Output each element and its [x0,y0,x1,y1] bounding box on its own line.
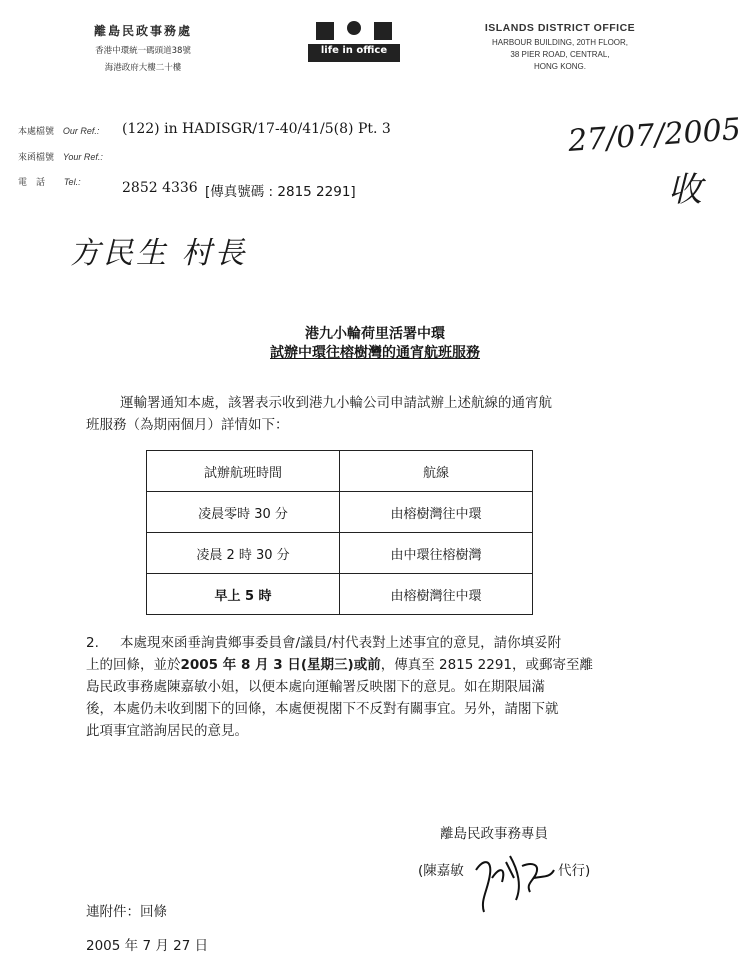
row-2-route: 由中環往榕樹灣 [340,533,533,574]
letterhead-chinese [78,22,208,73]
paragraph-2 [86,632,666,742]
paragraph-2-line-2-b: ，傳真至 2815 2291，或郵寄至離 [380,657,593,673]
signature-name: (陳嘉敏 [418,863,464,879]
paragraph-2-line-5: 此項事宜諮詢居民的意見。 [86,723,248,739]
address-en-2: 38 PIER ROAD, CENTRAL, [510,50,610,59]
row-2-time: 凌晨 2 時 30 分 [147,533,340,574]
handwritten-received: 收 [668,170,702,210]
signature-suffix: 代行) [558,863,591,879]
logo [308,14,400,64]
paragraph-1-line-2: 班服務（為期兩個月）詳情如下： [86,417,289,433]
header-time: 試辦航班時間 [147,451,340,492]
letter-date: 2005 年 7 月 27 日 [86,938,209,954]
enclosure-note: 連附件：回條 [86,904,167,920]
table-row [147,533,533,574]
fax-text: [傳真號碼 : 2815 2291] [205,184,356,200]
title-line-2-text: 試辦中環往榕樹灣的通宵航班服務 [270,345,480,361]
table-row [147,492,533,533]
title-line-1: 港九小輪荷里活署中環 [305,326,445,342]
paragraph-2-line-2-a: 上的回條，並於 [86,657,181,673]
your-ref-label-zh: 來函檔號 [18,153,55,163]
our-ref-label [18,124,99,137]
row-3-route: 由榕樹灣往中環 [340,574,533,615]
office-name-en: ISLANDS DISTRICT OFFICE [484,22,636,34]
signature-office: 離島民政事務專員 [440,826,548,842]
logo-text: life in office [320,45,388,56]
schedule-table [146,450,533,615]
handwritten-addressee: 方民生 村長 [70,236,248,271]
table-row [147,574,533,615]
our-ref-value: (122) in HADISGR/17-40/41/5(8) Pt. 3 [122,121,391,137]
reply-deadline: 2005 年 8 月 3 日(星期三)或前 [180,657,381,673]
row-1-time: 凌晨零時 30 分 [147,492,340,533]
paragraph-2-line-4: 後，本處仍未收到閣下的回條，本處便視閣下不反對有關事宜。另外，請閣下就 [86,701,559,717]
paragraph-2-line-1-text: 本處現來函垂詢貴鄉事委員會/議員/村代表對上述事宜的意見，請你填妥附 [120,635,562,651]
address-zh-2: 海港政府大樓二十樓 [104,63,182,73]
paragraph-2-number: 2. [86,635,99,651]
handwritten-date: 27/07/2005 [566,112,742,159]
our-ref-label-en: Our Ref.: [62,126,100,136]
handwritten-signature [470,848,560,918]
address-en-1: HARBOUR BUILDING, 20TH FLOOR, [491,38,629,47]
address-en-3: HONG KONG. [533,62,586,71]
tel-label-en: Tel.: [63,177,81,187]
tel-label-zh: 電 話 [18,178,46,188]
row-3-time: 早上 5 時 [147,574,340,615]
tel-value: 2852 4336 [122,180,198,196]
table-header-row [147,451,533,492]
paragraph-1-line-1: 運輸署通知本處，該署表示收到港九小輪公司申請試辦上述航線的通宵航 [120,395,552,411]
paragraph-2-line-3: 島民政事務處陳嘉敏小姐，以便本處向運輸署反映閣下的意見。如在期限屆滿 [86,679,545,695]
your-ref-label [18,150,103,163]
office-name-zh: 離島民政事務處 [93,24,192,38]
address-zh-1: 香港中環統一碼頭道38號 [95,46,191,56]
tel-label [18,175,81,188]
paragraph-2-line-2 [86,654,666,676]
paragraph-2-line-1 [86,632,666,654]
row-1-route: 由榕樹灣往中環 [340,492,533,533]
paragraph-1 [86,392,666,436]
title-line-2 [0,342,750,362]
our-ref-label-zh: 本處檔號 [18,127,55,137]
letterhead-english [470,22,650,71]
your-ref-label-en: Your Ref.: [62,152,103,162]
header-route: 航線 [340,451,533,492]
